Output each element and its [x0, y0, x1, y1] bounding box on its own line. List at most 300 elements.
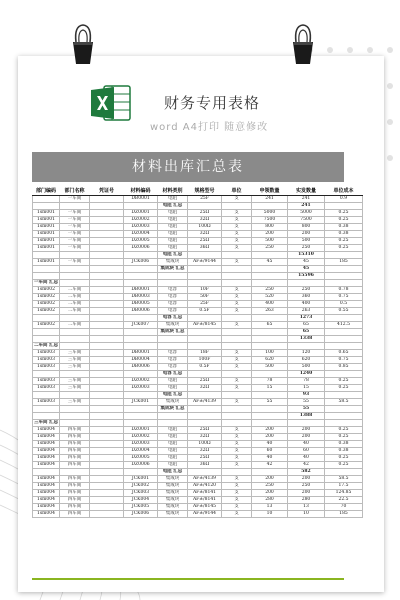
table-cell[interactable]: 电阻	[158, 433, 188, 440]
table-cell[interactable]	[288, 342, 325, 349]
table-cell[interactable]	[33, 335, 60, 342]
table-cell[interactable]: 三车间	[60, 363, 90, 370]
table-cell[interactable]	[222, 412, 252, 419]
table-cell[interactable]	[188, 342, 222, 349]
table-cell[interactable]: 1sm003	[33, 356, 60, 363]
table-cell[interactable]	[90, 195, 124, 202]
table-cell[interactable]	[325, 405, 363, 412]
table-cell[interactable]: 18F	[188, 349, 222, 356]
table-cell[interactable]: 集成块 汇总	[158, 405, 188, 412]
table-cell[interactable]: 25Ω	[188, 237, 222, 244]
table-cell[interactable]	[188, 419, 222, 426]
table-cell[interactable]	[33, 265, 60, 272]
table-cell[interactable]: 二车间	[60, 321, 90, 328]
table-cell[interactable]: 三车间	[60, 349, 90, 356]
table-cell[interactable]	[222, 468, 252, 475]
table-cell[interactable]: AF±/4139	[188, 475, 222, 482]
table-cell[interactable]: 78	[288, 377, 325, 384]
table-cell[interactable]: 7500	[288, 216, 325, 223]
table-cell[interactable]: 四车间	[60, 503, 90, 510]
table-cell[interactable]: 32Ω	[188, 447, 222, 454]
table-cell[interactable]	[90, 300, 124, 307]
table-cell[interactable]: DB0005	[124, 300, 158, 307]
table-cell[interactable]: 0.25	[325, 377, 363, 384]
table-cell[interactable]: 100Ω	[188, 223, 222, 230]
table-cell[interactable]: 1273	[288, 314, 325, 321]
table-cell[interactable]: 120	[288, 349, 325, 356]
table-cell[interactable]: AF±/4120	[188, 482, 222, 489]
column-header[interactable]: 材料编码	[124, 186, 158, 195]
table-cell[interactable]: 支	[222, 363, 252, 370]
table-cell[interactable]: 一车间	[60, 209, 90, 216]
table-cell[interactable]: 0.25	[325, 237, 363, 244]
table-cell[interactable]: 集成块	[158, 482, 188, 489]
table-cell[interactable]	[90, 258, 124, 265]
table-cell[interactable]: 250	[288, 244, 325, 251]
table-cell[interactable]: 0.75	[325, 356, 363, 363]
table-cell[interactable]: 二车间	[60, 300, 90, 307]
table-cell[interactable]: 620	[288, 356, 325, 363]
table-cell[interactable]: 15	[252, 384, 288, 391]
table-cell[interactable]: 50F	[188, 293, 222, 300]
table-cell[interactable]: DZ0002	[124, 377, 158, 384]
table-cell[interactable]	[33, 328, 60, 335]
table-cell[interactable]: JCK005	[124, 503, 158, 510]
table-cell[interactable]: 10F	[188, 286, 222, 293]
table-cell[interactable]: 0.25	[325, 209, 363, 216]
table-cell[interactable]: JCK006	[124, 258, 158, 265]
table-cell[interactable]: 三车间	[60, 384, 90, 391]
table-cell[interactable]: 32Ω	[188, 433, 222, 440]
table-cell[interactable]: 1sm001	[33, 230, 60, 237]
table-cell[interactable]	[90, 405, 124, 412]
table-cell[interactable]: 1sm001	[33, 258, 60, 265]
table-cell[interactable]: 电容	[158, 300, 188, 307]
table-cell[interactable]: 集成块	[158, 258, 188, 265]
table-cell[interactable]: DZ0005	[124, 237, 158, 244]
table-cell[interactable]: 支	[222, 244, 252, 251]
table-cell[interactable]: 支	[222, 293, 252, 300]
table-cell[interactable]: DZ0002	[124, 216, 158, 223]
table-cell[interactable]: 电容	[158, 356, 188, 363]
table-cell[interactable]: 200	[288, 433, 325, 440]
table-cell[interactable]	[90, 384, 124, 391]
table-cell[interactable]: 三车间	[60, 377, 90, 384]
table-cell[interactable]: 四车间	[60, 496, 90, 503]
table-cell[interactable]: 支	[222, 286, 252, 293]
table-cell[interactable]: 500	[252, 363, 288, 370]
table-cell[interactable]	[188, 335, 222, 342]
table-cell[interactable]: 32Ω	[188, 230, 222, 237]
table-cell[interactable]: 支	[222, 447, 252, 454]
table-cell[interactable]: 25Ω	[188, 426, 222, 433]
table-cell[interactable]	[252, 251, 288, 258]
table-cell[interactable]	[325, 328, 363, 335]
table-cell[interactable]	[60, 412, 90, 419]
table-cell[interactable]: 二车间	[60, 293, 90, 300]
table-cell[interactable]	[124, 370, 158, 377]
table-cell[interactable]: 四车间	[60, 454, 90, 461]
table-cell[interactable]	[222, 314, 252, 321]
table-cell[interactable]: 200	[252, 475, 288, 482]
table-cell[interactable]	[325, 314, 363, 321]
table-cell[interactable]	[124, 468, 158, 475]
table-cell[interactable]: 250	[252, 244, 288, 251]
table-cell[interactable]	[90, 293, 124, 300]
table-cell[interactable]	[90, 342, 124, 349]
table-cell[interactable]: 四车间	[60, 461, 90, 468]
table-cell[interactable]: 1sm004	[33, 454, 60, 461]
table-cell[interactable]	[33, 272, 60, 279]
table-cell[interactable]	[90, 461, 124, 468]
table-cell[interactable]: 电容	[158, 307, 188, 314]
table-cell[interactable]: 支	[222, 510, 252, 517]
table-cell[interactable]: 集成块	[158, 475, 188, 482]
table-cell[interactable]	[325, 279, 363, 286]
table-cell[interactable]: 电容	[158, 293, 188, 300]
table-cell[interactable]: 42	[252, 461, 288, 468]
table-cell[interactable]: 45	[288, 265, 325, 272]
table-cell[interactable]: 电阻	[158, 237, 188, 244]
table-cell[interactable]	[222, 342, 252, 349]
table-cell[interactable]	[288, 419, 325, 426]
table-cell[interactable]: 1sm001	[33, 216, 60, 223]
table-cell[interactable]: 1sm001	[33, 244, 60, 251]
table-cell[interactable]: 15	[288, 384, 325, 391]
table-cell[interactable]	[90, 475, 124, 482]
table-cell[interactable]: 93	[288, 391, 325, 398]
table-cell[interactable]: 0.85	[325, 363, 363, 370]
table-cell[interactable]: 电阻	[158, 447, 188, 454]
table-cell[interactable]: 支	[222, 195, 252, 202]
table-cell[interactable]: 0.38	[325, 447, 363, 454]
table-cell[interactable]	[325, 412, 363, 419]
table-cell[interactable]: 支	[222, 237, 252, 244]
table-cell[interactable]	[325, 202, 363, 209]
table-cell[interactable]: 1sm004	[33, 496, 60, 503]
table-cell[interactable]: 支	[222, 223, 252, 230]
table-cell[interactable]: 42	[288, 461, 325, 468]
table-cell[interactable]: 22.5	[325, 496, 363, 503]
table-cell[interactable]: 电阻	[158, 216, 188, 223]
table-cell[interactable]	[90, 419, 124, 426]
table-cell[interactable]	[90, 391, 124, 398]
table-cell[interactable]	[222, 272, 252, 279]
table-cell[interactable]	[325, 391, 363, 398]
column-header[interactable]: 单位成本	[325, 186, 363, 195]
table-cell[interactable]: 55	[288, 405, 325, 412]
table-cell[interactable]	[33, 405, 60, 412]
table-cell[interactable]: DB0001	[124, 349, 158, 356]
column-header[interactable]: 部门编码	[33, 186, 60, 195]
table-cell[interactable]: 40	[288, 440, 325, 447]
table-cell[interactable]: 520	[252, 293, 288, 300]
table-cell[interactable]: DZ0001	[124, 426, 158, 433]
table-cell[interactable]: 1sm002	[33, 286, 60, 293]
table-cell[interactable]: 65	[288, 328, 325, 335]
table-cell[interactable]: 500	[288, 237, 325, 244]
table-cell[interactable]: 55	[288, 398, 325, 405]
table-cell[interactable]: 200	[288, 426, 325, 433]
table-cell[interactable]: 0.78	[325, 286, 363, 293]
table-cell[interactable]: 800	[288, 223, 325, 230]
table-cell[interactable]: 电容	[158, 286, 188, 293]
table-cell[interactable]: 一车间	[60, 244, 90, 251]
table-cell[interactable]: 5000	[252, 209, 288, 216]
column-header[interactable]: 规格型号	[188, 186, 222, 195]
table-cell[interactable]	[60, 202, 90, 209]
table-cell[interactable]: 集成块 汇总	[158, 328, 188, 335]
table-cell[interactable]: DZ0003	[124, 384, 158, 391]
table-cell[interactable]: 280	[288, 496, 325, 503]
table-cell[interactable]: 1sm003	[33, 349, 60, 356]
table-cell[interactable]	[90, 398, 124, 405]
table-cell[interactable]	[252, 412, 288, 419]
table-cell[interactable]: 支	[222, 321, 252, 328]
column-header[interactable]: 单位	[222, 186, 252, 195]
table-cell[interactable]: 0.25	[325, 216, 363, 223]
table-cell[interactable]: 电阻	[158, 244, 188, 251]
table-cell[interactable]	[222, 328, 252, 335]
table-cell[interactable]	[252, 328, 288, 335]
table-cell[interactable]	[325, 419, 363, 426]
table-cell[interactable]: 支	[222, 384, 252, 391]
table-cell[interactable]: 800	[252, 223, 288, 230]
table-cell[interactable]: 100Ω	[188, 440, 222, 447]
table-cell[interactable]	[33, 468, 60, 475]
table-cell[interactable]: 250	[288, 482, 325, 489]
table-cell[interactable]	[252, 279, 288, 286]
table-cell[interactable]: 电阻 汇总	[158, 251, 188, 258]
table-cell[interactable]: JCK007	[124, 321, 158, 328]
table-cell[interactable]	[252, 405, 288, 412]
table-cell[interactable]: 25Ω	[188, 377, 222, 384]
table-cell[interactable]: 360	[288, 293, 325, 300]
table-cell[interactable]: 二车间	[60, 307, 90, 314]
table-cell[interactable]: 四车间	[60, 426, 90, 433]
table-cell[interactable]: 一车间	[60, 223, 90, 230]
table-cell[interactable]	[60, 468, 90, 475]
table-cell[interactable]: 0.38	[325, 230, 363, 237]
table-cell[interactable]	[90, 202, 124, 209]
table-cell[interactable]	[90, 468, 124, 475]
table-cell[interactable]: 四车间	[60, 489, 90, 496]
table-cell[interactable]: 10	[288, 510, 325, 517]
table-cell[interactable]: 电容 汇总	[158, 314, 188, 321]
table-cell[interactable]: 58.5	[325, 475, 363, 482]
table-cell[interactable]	[90, 279, 124, 286]
table-cell[interactable]: 1sm001	[33, 223, 60, 230]
table-cell[interactable]: 1sm004	[33, 426, 60, 433]
table-cell[interactable]	[90, 377, 124, 384]
table-cell[interactable]: 集成块	[158, 489, 188, 496]
table-cell[interactable]	[252, 468, 288, 475]
table-cell[interactable]	[124, 314, 158, 321]
table-cell[interactable]: AF±/8141	[188, 489, 222, 496]
table-cell[interactable]: 支	[222, 496, 252, 503]
table-cell[interactable]: 25Ω	[188, 454, 222, 461]
table-cell[interactable]: 支	[222, 433, 252, 440]
table-cell[interactable]: 1sm001	[33, 237, 60, 244]
table-cell[interactable]	[325, 251, 363, 258]
table-cell[interactable]	[90, 251, 124, 258]
table-cell[interactable]	[60, 328, 90, 335]
table-cell[interactable]: 25Ω	[188, 209, 222, 216]
table-cell[interactable]	[124, 272, 158, 279]
table-cell[interactable]	[124, 419, 158, 426]
table-cell[interactable]	[124, 265, 158, 272]
table-cell[interactable]: 100F	[188, 356, 222, 363]
table-cell[interactable]	[90, 412, 124, 419]
table-cell[interactable]: DB0003	[124, 293, 158, 300]
table-cell[interactable]	[252, 419, 288, 426]
table-cell[interactable]: 36Ω	[188, 244, 222, 251]
table-cell[interactable]	[90, 335, 124, 342]
table-cell[interactable]: 0.38	[325, 440, 363, 447]
table-cell[interactable]: JCK001	[124, 398, 158, 405]
table-cell[interactable]	[188, 202, 222, 209]
table-cell[interactable]: 0.25	[325, 454, 363, 461]
table-cell[interactable]: JCK004	[124, 496, 158, 503]
table-cell[interactable]	[60, 265, 90, 272]
table-cell[interactable]	[90, 314, 124, 321]
table-cell[interactable]: 65	[288, 321, 325, 328]
table-cell[interactable]: 三车间	[60, 398, 90, 405]
table-cell[interactable]: 电阻 汇总	[158, 202, 188, 209]
table-cell[interactable]: 250	[252, 286, 288, 293]
table-cell[interactable]: 45	[252, 258, 288, 265]
table-cell[interactable]	[158, 279, 188, 286]
table-cell[interactable]	[124, 391, 158, 398]
table-cell[interactable]: 60	[252, 447, 288, 454]
table-cell[interactable]: 0.25	[325, 384, 363, 391]
table-cell[interactable]	[90, 286, 124, 293]
table-cell[interactable]: 电阻	[158, 454, 188, 461]
table-cell[interactable]: 0.25	[325, 244, 363, 251]
table-cell[interactable]	[158, 342, 188, 349]
table-cell[interactable]: 四车间	[60, 475, 90, 482]
table-cell[interactable]: 500	[252, 237, 288, 244]
table-cell[interactable]: 电阻	[158, 377, 188, 384]
table-cell[interactable]: 0.38	[325, 223, 363, 230]
table-cell[interactable]	[33, 195, 60, 202]
table-cell[interactable]: DB0006	[124, 307, 158, 314]
table-cell[interactable]: 1sm004	[33, 440, 60, 447]
table-cell[interactable]: 1338	[288, 335, 325, 342]
table-cell[interactable]	[60, 405, 90, 412]
table-cell[interactable]	[124, 405, 158, 412]
table-cell[interactable]: DZ0004	[124, 230, 158, 237]
table-cell[interactable]: 7500	[252, 216, 288, 223]
table-cell[interactable]: 0.5F	[188, 363, 222, 370]
table-cell[interactable]: 185	[325, 258, 363, 265]
table-cell[interactable]	[90, 216, 124, 223]
table-cell[interactable]: 支	[222, 356, 252, 363]
table-cell[interactable]: 支	[222, 216, 252, 223]
table-cell[interactable]: 0.9	[325, 195, 363, 202]
table-cell[interactable]	[222, 419, 252, 426]
table-cell[interactable]: 集成块	[158, 503, 188, 510]
table-cell[interactable]: DZ0003	[124, 223, 158, 230]
table-cell[interactable]	[188, 370, 222, 377]
table-cell[interactable]	[222, 265, 252, 272]
table-cell[interactable]	[90, 496, 124, 503]
table-cell[interactable]: 四车间	[60, 433, 90, 440]
table-cell[interactable]: 一车间	[60, 195, 90, 202]
table-cell[interactable]: 200	[252, 426, 288, 433]
table-cell[interactable]: 100	[252, 349, 288, 356]
table-cell[interactable]: 32Ω	[188, 384, 222, 391]
table-cell[interactable]	[252, 391, 288, 398]
table-cell[interactable]	[124, 335, 158, 342]
column-header[interactable]: 材料类别	[158, 186, 188, 195]
table-cell[interactable]: 支	[222, 349, 252, 356]
table-cell[interactable]	[252, 335, 288, 342]
table-cell[interactable]: 支	[222, 440, 252, 447]
table-cell[interactable]: 集成块	[158, 398, 188, 405]
table-cell[interactable]: 支	[222, 258, 252, 265]
table-cell[interactable]: 0.25	[325, 426, 363, 433]
table-cell[interactable]	[158, 412, 188, 419]
table-cell[interactable]	[90, 244, 124, 251]
table-cell[interactable]	[90, 321, 124, 328]
table-cell[interactable]	[252, 314, 288, 321]
table-cell[interactable]: 45	[288, 258, 325, 265]
table-cell[interactable]: 一车间	[60, 237, 90, 244]
table-cell[interactable]: DZ0001	[124, 209, 158, 216]
table-cell[interactable]	[33, 251, 60, 258]
table-cell[interactable]	[90, 489, 124, 496]
table-cell[interactable]	[90, 454, 124, 461]
table-cell[interactable]	[325, 272, 363, 279]
table-cell[interactable]	[90, 209, 124, 216]
table-cell[interactable]: 620	[252, 356, 288, 363]
table-cell[interactable]	[222, 335, 252, 342]
table-cell[interactable]: 四车间	[60, 510, 90, 517]
table-cell[interactable]: DZ0006	[124, 244, 158, 251]
table-cell[interactable]: 集成块	[158, 496, 188, 503]
table-cell[interactable]: 1sm003	[33, 398, 60, 405]
table-cell[interactable]: 200	[288, 475, 325, 482]
table-cell[interactable]	[33, 391, 60, 398]
table-cell[interactable]: 241	[288, 202, 325, 209]
table-cell[interactable]: 400	[252, 300, 288, 307]
table-cell[interactable]: DZ0006	[124, 461, 158, 468]
table-cell[interactable]	[90, 272, 124, 279]
table-cell[interactable]	[90, 363, 124, 370]
table-cell[interactable]: 1sm004	[33, 489, 60, 496]
table-cell[interactable]	[60, 419, 90, 426]
table-cell[interactable]: 200	[252, 489, 288, 496]
table-cell[interactable]	[252, 265, 288, 272]
table-cell[interactable]	[60, 251, 90, 258]
table-cell[interactable]: 280	[252, 496, 288, 503]
table-cell[interactable]: 四车间	[60, 482, 90, 489]
table-cell[interactable]: JCK001	[124, 475, 158, 482]
table-cell[interactable]: 一车间	[60, 216, 90, 223]
table-cell[interactable]: 60	[288, 447, 325, 454]
table-cell[interactable]: 40	[288, 454, 325, 461]
table-cell[interactable]	[90, 307, 124, 314]
column-header[interactable]: 申领数量	[252, 186, 288, 195]
table-cell[interactable]: 70	[325, 503, 363, 510]
table-cell[interactable]	[90, 230, 124, 237]
table-cell[interactable]: 支	[222, 307, 252, 314]
table-cell[interactable]: 电阻 汇总	[158, 468, 188, 475]
table-cell[interactable]	[33, 412, 60, 419]
table-cell[interactable]: 电容 汇总	[158, 370, 188, 377]
table-cell[interactable]	[325, 265, 363, 272]
